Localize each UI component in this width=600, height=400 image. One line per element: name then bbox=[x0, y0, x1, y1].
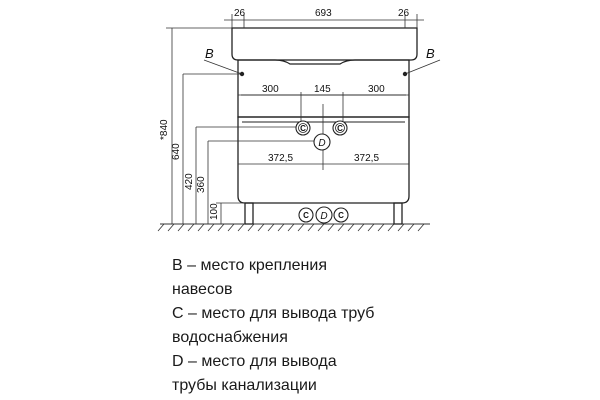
dim-height-640: 640 bbox=[171, 143, 182, 160]
b-mount-dot-left bbox=[240, 72, 244, 76]
c-marker-right-letter: C bbox=[337, 124, 343, 133]
legend-line-b-cont: навесов bbox=[172, 281, 233, 298]
dim-top-right: 26 bbox=[398, 8, 410, 19]
d-marker-bottom-letter: D bbox=[320, 211, 328, 222]
b-label-right: B bbox=[426, 46, 435, 61]
cabinet bbox=[238, 60, 409, 203]
dim-top-mid: 693 bbox=[315, 8, 332, 19]
dim-top-left: 26 bbox=[234, 8, 246, 19]
c-marker-bottom-right-letter: C bbox=[338, 211, 344, 220]
legend-line-c: C – место для вывода труб bbox=[172, 305, 375, 322]
c-marker-left-letter: C bbox=[300, 124, 306, 133]
dim-mid-left: 300 bbox=[262, 84, 279, 95]
legend-line-d-cont: трубы канализации bbox=[172, 377, 317, 394]
b-label-left: B bbox=[205, 46, 214, 61]
drawer-edges bbox=[241, 95, 406, 122]
floor bbox=[158, 224, 430, 231]
b-mount-dot-right bbox=[403, 72, 407, 76]
dim-height-360: 360 bbox=[196, 176, 207, 193]
legend-line-c-cont: водоснабжения bbox=[172, 329, 288, 346]
legend bbox=[172, 254, 572, 398]
dim-height-420: 420 bbox=[184, 173, 195, 190]
dim-mid-right: 300 bbox=[368, 84, 385, 95]
dim-low-right: 372,5 bbox=[354, 153, 380, 164]
dim-height-100: 100 bbox=[209, 203, 220, 220]
c-marker-bottom-left-letter: C bbox=[303, 211, 309, 220]
legend-line-d: D – место для вывода bbox=[172, 353, 337, 370]
washbasin bbox=[232, 28, 417, 64]
dim-low-left: 372,5 bbox=[268, 153, 294, 164]
dim-height-total: *840 bbox=[159, 119, 170, 140]
d-marker-cabinet-letter: D bbox=[318, 138, 326, 149]
legend-line-b: B – место крепления bbox=[172, 257, 327, 274]
dim-mid-center: 145 bbox=[314, 84, 331, 95]
